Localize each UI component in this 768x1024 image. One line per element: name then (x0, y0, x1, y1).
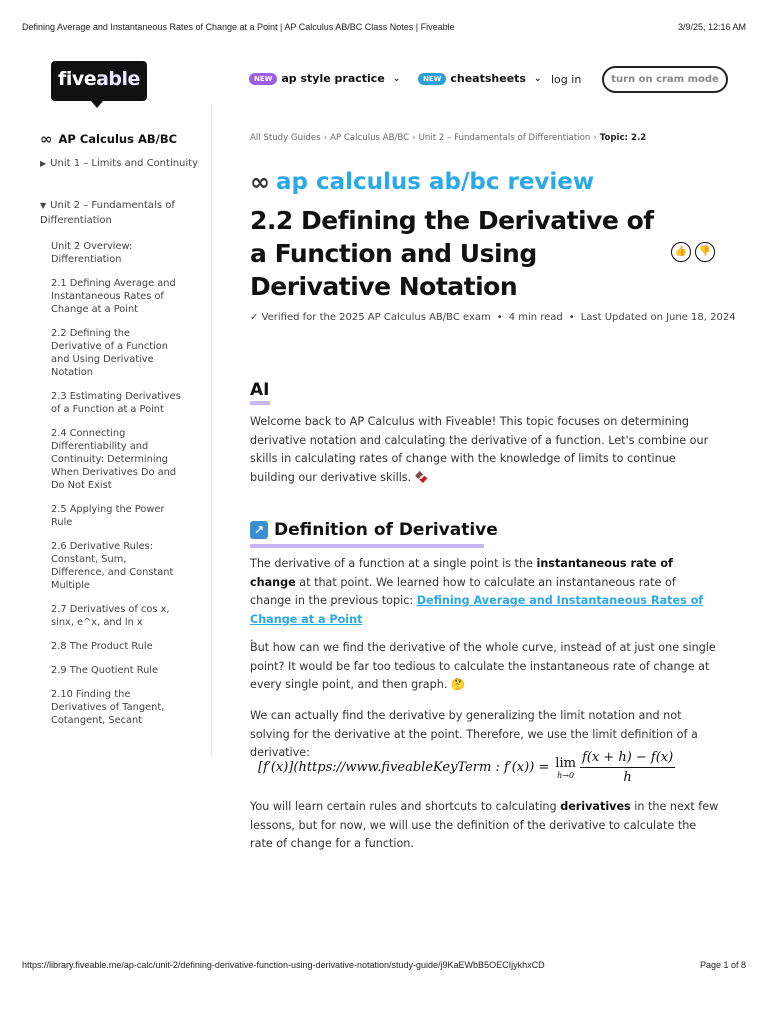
breadcrumb (250, 133, 646, 143)
sidebar-item[interactable]: 2.4 Connecting Differentiability and Continuity: Determining When Derivatives Do and Do Not Exist (51, 428, 177, 491)
sidebar-item[interactable]: 2.3 Estimating Derivatives of a Function at a Point (51, 391, 181, 415)
read-time: 4 min read (508, 312, 563, 323)
new-badge: NEW (418, 73, 446, 85)
login-link[interactable]: log in (551, 73, 582, 86)
formula-fraction (580, 750, 675, 785)
verified-text: Verified for the 2025 AP Calculus AB/BC exam (261, 312, 491, 323)
last-updated: Last Updated on June 18, 2024 (580, 312, 736, 323)
breadcrumb-topic: Topic: 2.2 (599, 133, 647, 143)
infinity-icon: ∞ (40, 130, 53, 148)
thumbs-down-icon[interactable]: 👎 (695, 242, 715, 262)
dot-separator: • (496, 312, 503, 323)
formula-numerator: f(x + h) − f(x) (580, 750, 675, 768)
p1-text-c: at that point. We learned how to calculate an instantaneous rate of change in the previous topic: (250, 575, 676, 607)
intro-paragraph: Welcome back to AP Calculus with Fiveable! This topic focuses on determining derivative notation and calculating the derivative of a function. Let's combine our skills in calculating rates of change with the knowledge of limits to continue building our derivative skills. 🍫 (250, 415, 709, 484)
nav-ap-style-practice[interactable] (249, 72, 400, 85)
thumbs-up-icon[interactable]: 👍 (671, 242, 691, 262)
sidebar-course-title[interactable] (40, 130, 177, 148)
sidebar-topic-list (51, 240, 181, 738)
section-heading-definition (250, 520, 498, 540)
sidebar-unit-1[interactable] (40, 156, 200, 171)
paragraph-derivative-definition (250, 555, 720, 648)
logo-text-able: able (96, 68, 140, 90)
p4-text-c: in the next few lessons, but for now, we will use the definition of the derivative to calculate the rate of change for a function. (250, 800, 719, 850)
chevron-down-icon: ⌄ (392, 73, 401, 84)
sidebar-unit-1-label: Unit 1 – Limits and Continuity (50, 158, 199, 169)
sidebar-item[interactable]: 2.9 The Quotient Rule (51, 665, 159, 676)
print-title: Defining Average and Instantaneous Rates of Change at a Point | AP Calculus AB/BC Class Notes | Fiveable (22, 22, 455, 32)
cram-mode-button[interactable]: turn on cram mode (602, 66, 728, 93)
dot-separator: • (568, 312, 575, 323)
sidebar-unit-2-label: Unit 2 – Fundamentals of Differentiation (40, 200, 175, 226)
nav-cheatsheets-label: cheatsheets (450, 72, 526, 85)
sidebar-item[interactable]: 2.6 Derivative Rules: Constant, Sum, Difference, and Constant Multiple (51, 541, 174, 591)
check-icon: ✓ (250, 312, 259, 323)
formula-lim-label: lim (555, 755, 576, 771)
previous-topic-link[interactable]: Defining Average and Instantaneous Rates of Change at a Point (250, 594, 704, 626)
section-heading-ai (250, 380, 269, 400)
heading-underline (250, 544, 484, 548)
fiveable-logo[interactable] (51, 61, 147, 101)
print-footer (22, 960, 746, 970)
sidebar-item[interactable]: 2.7 Derivatives of cos x, sinx, e^x, and ln x (51, 604, 170, 628)
p4-text-a: You will learn certain rules and shortcuts to calculating (250, 800, 561, 813)
formula-limit (555, 756, 576, 780)
formula-lim-sub: h→0 (557, 770, 575, 780)
sidebar-item[interactable]: 2.5 Applying the Power Rule (51, 504, 165, 528)
chevron-right-icon: › (323, 133, 328, 143)
breadcrumb-unit[interactable]: Unit 2 – Fundamentals of Differentiation (418, 133, 591, 143)
sidebar-item[interactable]: 2.1 Defining Average and Instantaneous Rates of Change at a Point (51, 278, 176, 315)
article-meta (250, 312, 736, 323)
caret-down-icon: ▼ (40, 201, 47, 210)
print-page-number: Page 1 of 8 (699, 960, 746, 970)
nav-cheatsheets[interactable] (418, 72, 542, 85)
print-datetime: 3/9/25, 12:16 AM (677, 22, 746, 32)
nav-ap-style-label: ap style practice (281, 72, 385, 85)
paragraph-limit-definition: We can actually find the derivative by generalizing the limit notation and not solving for the derivative at the point. Therefore, we use the limit definition of a derivative: (250, 709, 698, 759)
key-term-derivatives[interactable]: derivatives (560, 800, 631, 813)
section-heading-definition-label: Definition of Derivative (274, 520, 498, 540)
p1-text-a: The derivative of a function at a single point is the (250, 557, 537, 570)
sidebar (40, 104, 212, 756)
new-badge: NEW (249, 73, 277, 85)
review-kicker-label: ap calculus ab/bc review (276, 169, 595, 195)
chevron-right-icon: › (593, 133, 597, 143)
sidebar-item[interactable]: 2.8 The Product Rule (51, 641, 153, 652)
sidebar-item[interactable]: Unit 2 Overview: Differentiation (51, 241, 133, 265)
sidebar-course-label: AP Calculus AB/BC (58, 132, 178, 146)
paragraph-whole-curve: But how can we find the derivative of the whole curve, instead of at just one single point? It would be far too tedious to calculate the instantaneous rate of change at every single point, and then graph. 🤔 (250, 641, 716, 691)
sidebar-item[interactable]: 2.10 Finding the Derivatives of Tangent, Cotangent, Secant (51, 689, 165, 726)
breadcrumb-all-study-guides[interactable]: All Study Guides (250, 133, 321, 143)
print-url: https://library.fiveable.me/ap-calc/unit-2/defining-derivative-function-using-derivative-notation/study-guide/j9KaEWbB5OECIjykhxCD (22, 960, 545, 970)
breadcrumb-course[interactable]: AP Calculus AB/BC (330, 133, 410, 143)
chevron-down-icon: ⌄ (533, 73, 542, 84)
paragraph-rules-shortcuts (250, 798, 720, 854)
formula-denominator: h (623, 770, 632, 785)
infinity-icon: ∞ (250, 168, 270, 196)
review-kicker[interactable] (250, 168, 594, 196)
logo-text-five: five (58, 68, 97, 90)
derivative-formula (258, 750, 675, 785)
heading-underline (250, 401, 270, 405)
p1-text-d: . (250, 631, 254, 644)
arrow-up-right-icon: ↗ (250, 521, 268, 539)
key-term-instantaneous-rate[interactable]: instantaneous rate of change (250, 557, 673, 589)
page-title: 2.2 Defining the Derivative of a Function and Using Derivative Notation (250, 206, 654, 301)
sidebar-item[interactable]: 2.2 Defining the Derivative of a Function and Using Derivative Notation (51, 328, 168, 378)
sidebar-unit-2[interactable] (40, 198, 200, 228)
section-heading-ai-label: AI (250, 380, 270, 400)
formula-lhs[interactable]: [f′(x)](https://www.fiveableKeyTerm : f′(x)) = (258, 760, 550, 775)
print-header (22, 22, 746, 32)
caret-right-icon: ▶ (40, 159, 47, 168)
chevron-right-icon: › (412, 133, 416, 143)
